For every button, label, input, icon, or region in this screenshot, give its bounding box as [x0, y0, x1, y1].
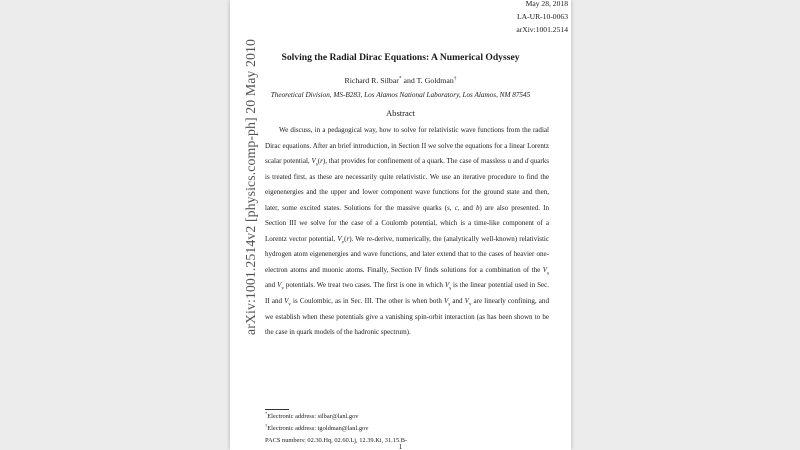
arxiv-side-stamp: arXiv:1001.2514v2 [physics.comp-ph] 20 May 2010 [243, 39, 258, 335]
footnote-1-mark: * [265, 410, 268, 416]
footnote-rule [265, 409, 289, 410]
author2-footnote-mark: † [453, 75, 457, 82]
paper-title: Solving the Radial Dirac Equations: A Numerical Odyssey [281, 52, 520, 63]
header-date: May 28, 2018 [525, 0, 568, 8]
footnote-1 [265, 411, 368, 423]
affiliation: Theoretical Division, MS-B283, Los Alamos National Laboratory, Los Alamos, NM 87545 [270, 91, 531, 99]
abstract-body [265, 123, 549, 341]
footnote-2-mark: † [265, 422, 268, 428]
header-report-number: LA-UR-10-0063 [516, 12, 568, 21]
author-goldman: T. Goldman [416, 76, 454, 85]
header-arxiv-id: arXiv:1001.2514 [516, 25, 568, 34]
abstract-heading: Abstract [385, 108, 416, 118]
abstract-paragraph: We discuss, in a pedagogical way, how to solve for relativistic wave functions from the radial Dirac equations. After an brief introduction, in Section II we solve the equations for a linear Lorentz scalar potential, $V_s(r)$, that provides for confinement of a quark. The case of massless u and d quarks is treated first, as these are necessarily quite relativistic. We use an iterative procedure to find the eigenenergies and the upper and lower component wave functions for the ground state and then, later, some excited states. Solutions for the massive quarks (s, c, and b) are also presented. In Section III we solve for the case of a Coulomb potential, which is a time-like component of a Lorentz vector potential, $V_v(r)$. We re-derive, numerically, the (analytically well-known) relativistic hydrogen atom eigenenergies and wave functions, and later extend that to the cases of heavier one-electron atoms and muonic atoms. Finally, Section IV finds solutions for a combination of the $V_s$ and $V_v$ potentials. We treat two cases. The first is one in which $V_s$ is the linear potential used in Sec. II and $V_v$ is Coulombic, as in Sec. III. The other is when both $V_s$ and $V_v$ are linearly confining, and we establish when these potentials give a vanishing spin-orbit interaction (as has been shown to be the case in quark models of the hadronic spectrum). [265, 126, 550, 337]
pacs-numbers: PACS numbers: 02.30.Hq, 02.60.Lj, 12.39.Ki, 31.15.B- [265, 437, 408, 444]
footnote-2-text: Electronic address: tgoldman@lanl.gov [267, 424, 369, 432]
page-number: 1 [398, 443, 403, 450]
author1-footnote-mark: * [398, 75, 402, 82]
footnotes [265, 411, 368, 434]
footnote-1-text: Electronic address: silbar@lanl.gov [267, 413, 359, 420]
paper-page [230, 0, 571, 450]
header-metadata [516, 0, 568, 36]
author-line [230, 76, 571, 85]
footnote-2 [265, 423, 368, 435]
author-conjunction: and [401, 76, 417, 85]
author-silbar: Richard R. Silbar [344, 76, 399, 85]
